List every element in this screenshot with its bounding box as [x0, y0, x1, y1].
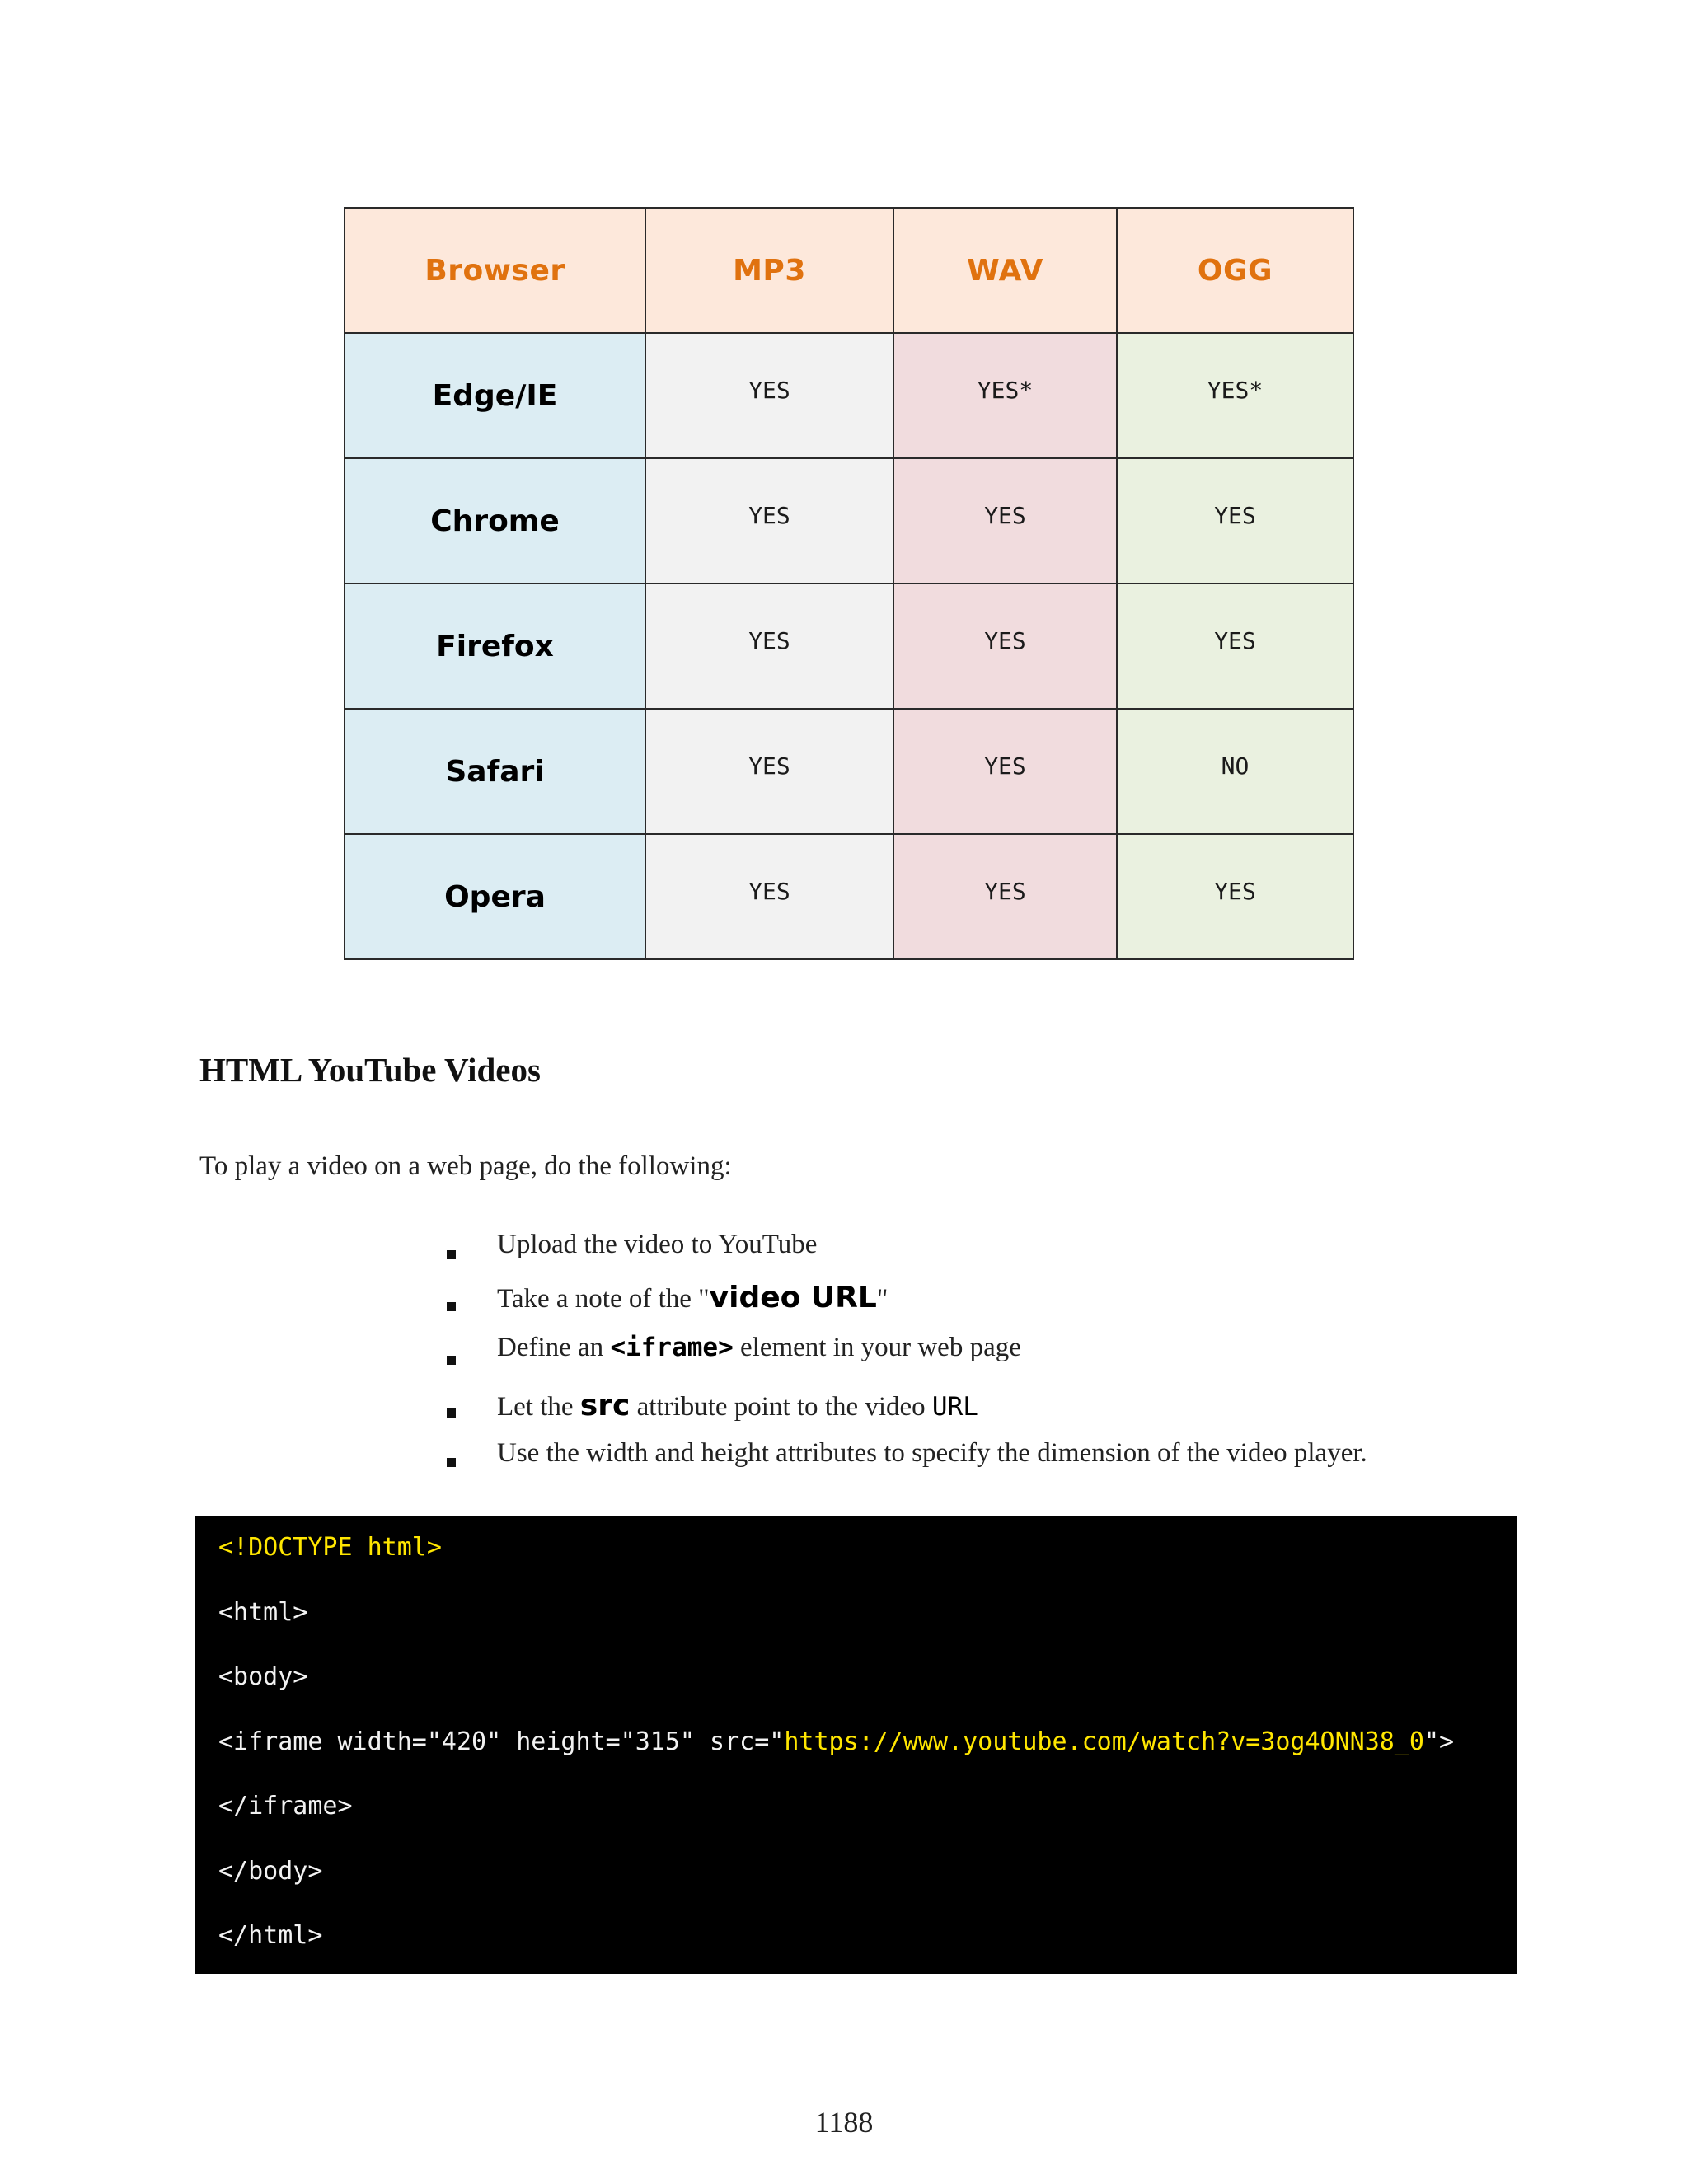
- code-fragment: ">: [1424, 1727, 1455, 1756]
- table-row: [345, 583, 1353, 709]
- step-code: URL: [931, 1392, 978, 1422]
- mp3-support-cell: YES: [645, 333, 893, 458]
- step-code: <iframe>: [610, 1333, 734, 1362]
- code-fragment: <iframe width="420" height="315" src=": [218, 1727, 785, 1756]
- wav-support-cell: YES*: [893, 333, 1117, 458]
- header-ogg: OGG: [1117, 208, 1353, 333]
- mp3-support-cell: YES: [645, 458, 893, 583]
- list-item: [445, 1230, 1367, 1281]
- step-emphasis: src: [579, 1389, 631, 1422]
- step-text: Upload the video to YouTube: [497, 1230, 818, 1259]
- table-header-row: [345, 208, 1353, 333]
- step-open-quote: ": [698, 1284, 710, 1314]
- square-bullet-icon: [447, 1250, 456, 1259]
- audio-format-support-table: [344, 207, 1354, 960]
- list-item: [445, 1281, 1367, 1333]
- table-row: [345, 333, 1353, 458]
- code-line: <body>: [218, 1662, 308, 1691]
- step-text: Define an: [497, 1333, 611, 1362]
- code-line: </body>: [218, 1856, 323, 1886]
- square-bullet-icon: [447, 1408, 456, 1418]
- page-number: 1188: [814, 2106, 874, 2139]
- step-text: Use the width and height attributes to specify the dimension of the video player.: [497, 1438, 1367, 1468]
- mp3-support-cell: YES: [645, 583, 893, 709]
- code-line-iframe: [218, 1722, 1517, 1788]
- step-text: Take a note of the: [497, 1284, 699, 1314]
- ogg-support-cell: YES: [1117, 834, 1353, 959]
- code-line: </html>: [218, 1921, 323, 1950]
- square-bullet-icon: [447, 1458, 456, 1467]
- list-item: [445, 1333, 1367, 1389]
- wav-support-cell: YES: [893, 834, 1117, 959]
- steps-list: [445, 1230, 1367, 1488]
- mp3-support-cell: YES: [645, 709, 893, 834]
- browser-cell: Chrome: [345, 458, 645, 583]
- wav-support-cell: YES: [893, 709, 1117, 834]
- header-browser: Browser: [345, 208, 645, 333]
- list-item: [445, 1389, 1367, 1438]
- code-url: https://www.youtube.com/watch?v=3og4ONN38_0: [784, 1727, 1424, 1756]
- ogg-support-cell: YES: [1117, 458, 1353, 583]
- square-bullet-icon: [447, 1302, 456, 1311]
- code-example-block: [195, 1516, 1517, 1974]
- step-text: element in your web page: [733, 1333, 1021, 1362]
- mp3-support-cell: YES: [645, 834, 893, 959]
- wav-support-cell: YES: [893, 583, 1117, 709]
- browser-cell: Firefox: [345, 583, 645, 709]
- table-row: [345, 834, 1353, 959]
- ogg-support-cell: YES: [1117, 583, 1353, 709]
- list-item: [445, 1438, 1367, 1488]
- ogg-support-cell: NO: [1117, 709, 1353, 834]
- header-wav: WAV: [893, 208, 1117, 333]
- section-title: HTML YouTube Videos: [199, 1051, 541, 1089]
- square-bullet-icon: [447, 1356, 456, 1365]
- intro-paragraph: To play a video on a web page, do the following:: [199, 1151, 732, 1181]
- browser-cell: Safari: [345, 709, 645, 834]
- step-close-quote: ": [876, 1284, 889, 1314]
- code-line: <html>: [218, 1597, 308, 1627]
- browser-cell: Edge/IE: [345, 333, 645, 458]
- header-mp3: MP3: [645, 208, 893, 333]
- step-text: attribute point to the video: [630, 1392, 932, 1422]
- step-text: Let the: [497, 1392, 580, 1422]
- code-line: <!DOCTYPE html>: [218, 1533, 442, 1562]
- code-line: </iframe>: [218, 1792, 353, 1821]
- browser-cell: Opera: [345, 834, 645, 959]
- table-row: [345, 709, 1353, 834]
- wav-support-cell: YES: [893, 458, 1117, 583]
- table-row: [345, 458, 1353, 583]
- ogg-support-cell: YES*: [1117, 333, 1353, 458]
- step-emphasis: video URL: [709, 1281, 877, 1315]
